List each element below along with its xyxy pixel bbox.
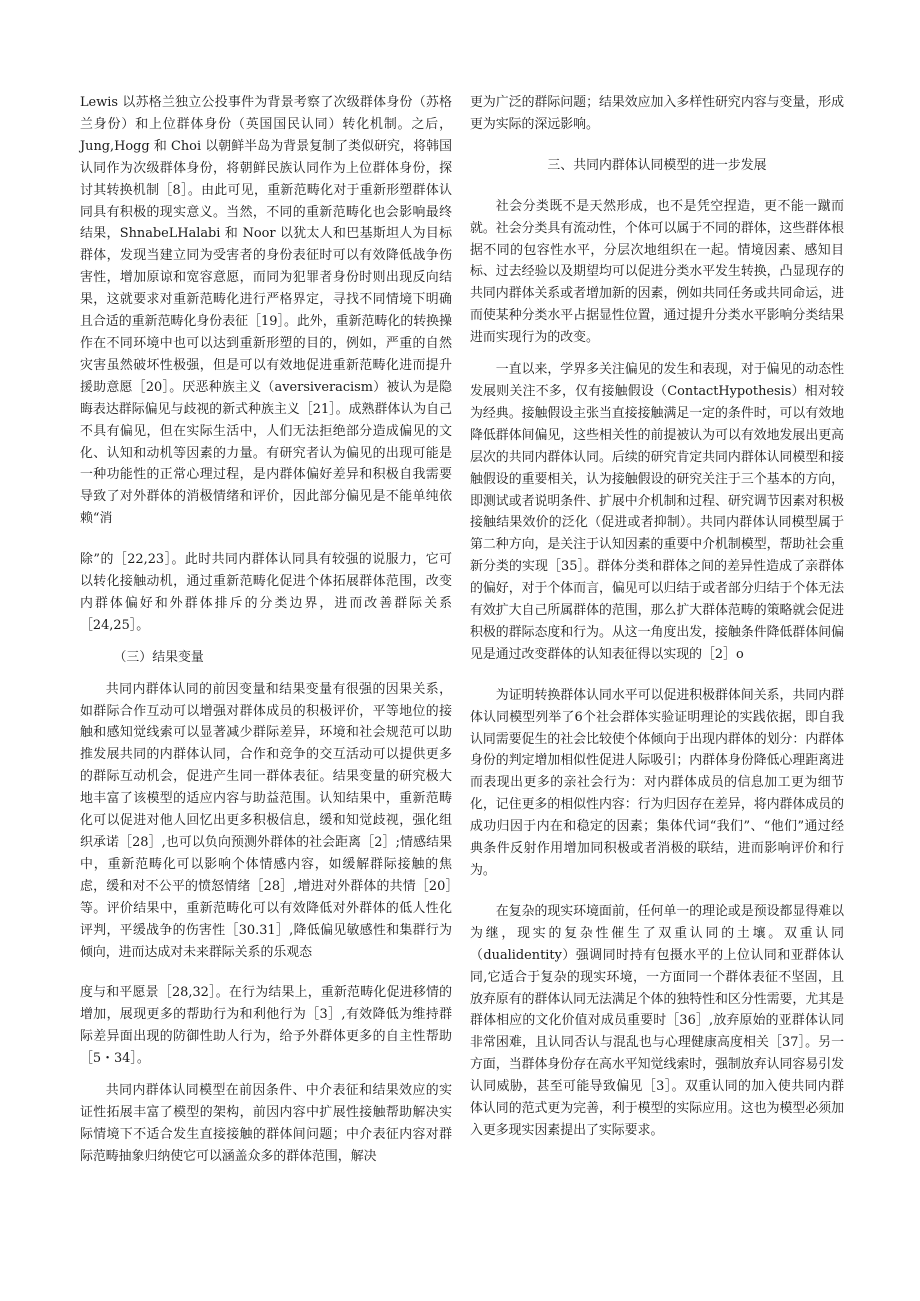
paragraph-left-1: Lewis 以苏格兰独立公投事件为背景考察了次级群体身份（苏格兰身份）和上位群体身份（英国国民认同）转化机制。之后，Jung,Hogg 和 Choi 以朝鲜半岛为背景复制了类似研究，将韩国认同作为次级群体身份，将朝鲜民族认同作为上位群体身份，探讨其转换机制［8］。由此可见，重新范畴化对于重新形塑群体认同具有积极的现实意义。当然，不同的重新范畴化也会影响最终结果，ShnabeLHalabi 和 Noor 以犹太人和巴基斯坦人为目标群体，发现当建立同为受害者的身份表征时可以有效降低战争伤害性，增加原谅和宽容意愿，而同为犯罪者身份时则出现反向结果，这就要求对重新范畴化进行严格界定，寻找不同情境下明确且合适的重新范畴化身份表征［19］。此外，重新范畴化的转换操作在不同环境中也可以达到重新形塑的目的，例如，严重的自然灾害虽然破坏性极强，但是可以有效地促进重新范畴化进而提升援助意愿［20］。厌恶种族主义（aversiveracism）被认为是隐晦表达群际偏见与歧视的新式种族主义［21］。成熟群体认为自己不具有偏见，但在实际生活中，人们无法拒绝部分造成偏见的文化、认知和动机等因素的力量。有研究者认为偏见的出现可能是一种功能性的正常心理过程，是内群体偏好差异和积极自我需要导致了对外群体的消极情绪和评价，因此部分偏见是不能单纯依赖“消 — [80, 95, 452, 527]
paragraph-right-5: 在复杂的现实环境面前，任何单一的理论或是预设都显得难以为继，现实的复杂性催生了双重认同的土壤。双重认同（dualidentity）强调同时持有包摄水平的上位认同和亚群体认同,它适合于复杂的现实环境，一方面同一个群体表征不坚固，且放弃原有的群体认同无法满足个体的独特性和区分性需要，尤其是群体相应的文化价值对成员重要时［36］,放弃原始的亚群体认同非常困难，且认同否认与混乱也与心理健康高度相关［37］。另一方面，当群体身份存在高水平知觉线索时，强制放弃认同容易引发认同威胁，甚至可能导致偏见［3］。双重认同的加入使共同内群体认同的范式更为完善，利于模型的实际应用。这也为模型必须加入更多现实因素提出了实际要求。 — [470, 903, 844, 1138]
paragraph-left-4: 度与和平愿景［28,32］。在行为结果上，重新范畴化促进移情的增加，展现更多的帮助行为和利他行为［3］,有效降低为维持群际差异面出现的防御性助人行为，给予外群体更多的自主性帮助［5・34］。 — [80, 985, 452, 1067]
paragraph-left-2: 除”的［22,23］。此时共同内群体认同具有较强的说服力，它可以转化接触动机，通过重新范畴化促进个体拓展群体范围，改变内群体偏好和外群体排斥的分类边界，进而改善群际关系［24,25］。 — [80, 552, 452, 633]
paragraph-right-2: 社会分类既不是天然形成，也不是凭空捏造，更不能一蹴而就。社会分类具有流动性，个体可以属于不同的群体，这些群体根据不同的包容性水平，分层次地组织在一起。情境因素、感知目标、过去经验以及期望均可以促进分类水平发生转换，凸显现存的共同内群体关系或者增加新的因素，例如共同任务或共同命运，进而使某种分类水平占据显性位置，通过提升分类水平影响分类结果进而实现行为的改变。 — [470, 198, 844, 346]
paragraph-right-4: 为证明转换群体认同水平可以促进积极群体间关系，共同内群体认同模型列举了6个社会群体实验证明理论的实践依据，即自我认同需要促生的社会比较使个体倾向于出现内群体的划分：内群体身份的判定增加相似性促进人际吸引；内群体身份降低心理距离进而表现出更多的亲社会行为：对内群体成员的信息加工更为细节化，记住更多的相似性内容：行为归因存在差异，将内群体成员的成功归因于内在和稳定的因素；集体代词“我们”、“他们”通过经典条件反射作用增加同积极或者消极的联结，进而影响评价和行为。 — [470, 687, 844, 878]
paragraph-right-3: 一直以来，学界多关注偏见的发生和表现，对于偏见的动态性发展则关注不多，仅有接触假设（ContactHypothesis）相对较为经典。接触假设主张当直接接触满足一定的条件时，可以有效地降低群体间偏见，这些相关性的前提被认为可以有效地发展出更高层次的共同内群体认同。后续的研究肯定共同内群体认同模型和接触假设的重要相关，认为接触假设的研究关注于三个基本的方向，即测试或者说明条件、扩展中介机制和过程、研究调节因素对积极接触结果效价的泛化（促进或者抑制）。共同内群体认同模型属于第二种方向，是关注于认知因素的重要中介机制模型，帮助社会重新分类的实现［35］。群体分类和群体之间的差异性造成了亲群体的偏好，对于个体而言，偏见可以归结于或者部分归结于个体无法有效扩大自己所属群体的范围，那么扩大群体范畴的策略就会促进积极的群际态度和行为。从这一角度出发，接触条件降低群体间偏见是通过改变群体的认知表征得以实现的［2］o — [470, 362, 844, 662]
section-heading: 三、共同内群体认同模型的进一步发展 — [547, 157, 767, 173]
paragraph-left-3: 共同内群体认同的前因变量和结果变量有很强的因果关系，如群际合作互动可以增强对群体成员的积极评价，平等地位的接触和感知觉线索可以显著减少群际差异，环境和社会规范可以助推发展共同的内群体认同，合作和竞争的交互活动可以提供更多的群际互动机会，促进产生同一群体表征。结果变量的研究极大地丰富了该模型的适应内容与助益范围。认知结果中，重新范畴化可以促进对他人回忆出更多积极信息，缓和知觉歧视，强化组织承诺［28］,也可以负向预测外群体的社会距离［2］;情感结果中，重新范畴化可以影响个体情感内容，如缓解群际接触的焦虑，缓和对不公平的愤怒情绪［28］,增进对外群体的共情［20］等。评价结果中，重新范畴化可以有效降低对外群体的低人性化评判，平缓战争的伤害性［30.31］,降低偏见敏感性和集群行为倾向，进而达成对未来群际关系的乐观态 — [80, 681, 452, 960]
right-column — [470, 92, 844, 1142]
left-column — [80, 92, 452, 1168]
section-subheading-outcome-variables: （三）结果变量 — [113, 649, 204, 665]
paragraph-left-5: 共同内群体认同模型在前因条件、中介表征和结果效应的实证性拓展丰富了模型的架构，前因内容中扩展性接触帮助解决实际情境下不适合发生直接接触的群体间问题；中介表征内容对群际范畴抽象归纳使它可以涵盖众多的群体范围，解决 — [80, 1083, 452, 1164]
paragraph-right-1: 更为广泛的群际问题；结果效应加入多样性研究内容与变量，形成更为实际的深远影响。 — [470, 95, 844, 132]
